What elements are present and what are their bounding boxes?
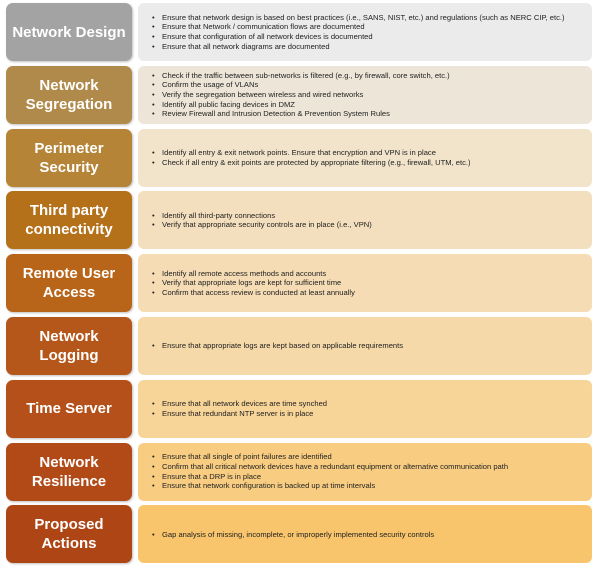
checklist-items (152, 399, 327, 418)
checklist-item: • Identify all public facing devices in DMZ (152, 100, 450, 110)
category-checklist (138, 380, 592, 438)
category-checklist (138, 129, 592, 187)
checklist-item: • Verify that appropriate security controls are in place (i.e., VPN) (152, 220, 372, 230)
category-label-text: Time Server (26, 400, 112, 418)
checklist-item: • Confirm that access review is conducted at least annually (152, 288, 355, 298)
category-checklist (138, 317, 592, 375)
checklist-item: • Gap analysis of missing, incomplete, or improperly implemented security controls (152, 530, 434, 540)
checklist-items (152, 71, 450, 119)
category-checklist (138, 191, 592, 249)
category-label (6, 317, 132, 375)
checklist-item: • Check if the traffic between sub-networks is filtered (e.g., by firewall, core switch, etc.) (152, 71, 450, 81)
category-label (6, 191, 132, 249)
checklist-items (152, 341, 403, 351)
category-label-text: Network Design (12, 23, 126, 41)
category-label-text: Perimeter Security (34, 139, 104, 176)
checklist-row (6, 191, 592, 249)
checklist-items (152, 211, 372, 230)
checklist-item: • Ensure that network configuration is backed up at time intervals (152, 481, 508, 491)
checklist-item: • Confirm that all critical network devices have a redundant equipment or alternative communication path (152, 462, 508, 472)
checklist-item: • Verify that appropriate logs are kept for sufficient time (152, 278, 355, 288)
checklist-item: • Identify all entry & exit network points. Ensure that encryption and VPN is in place (152, 148, 471, 158)
category-checklist (138, 443, 592, 501)
category-checklist (138, 505, 592, 563)
checklist-row (6, 254, 592, 312)
category-checklist (138, 254, 592, 312)
checklist-item: • Ensure that appropriate logs are kept based on applicable requirements (152, 341, 403, 351)
checklist-row (6, 3, 592, 61)
category-label-text: Network Resilience (31, 453, 107, 490)
checklist-item: • Ensure that all network diagrams are documented (152, 42, 565, 52)
checklist-row (6, 505, 592, 563)
category-label (6, 254, 132, 312)
checklist-item: • Ensure that all single of point failures are identified (152, 452, 508, 462)
category-label (6, 380, 132, 438)
category-label-text: Remote User Access (22, 265, 116, 302)
checklist-item: • Verify the segregation between wireless and wired networks (152, 90, 450, 100)
checklist-row (6, 129, 592, 187)
category-checklist (138, 66, 592, 124)
category-label (6, 3, 132, 61)
checklist-item: • Check if all entry & exit points are protected by appropriate filtering (e.g., firewall, UTM, etc.) (152, 158, 471, 168)
checklist-item: • Ensure that Network / communication flows are documented (152, 22, 565, 32)
checklist-row (6, 443, 592, 501)
category-label-text: Proposed Actions (34, 516, 104, 553)
checklist-item: • Ensure that configuration of all network devices is documented (152, 32, 565, 42)
checklist-item: • Ensure that redundant NTP server is in place (152, 409, 327, 419)
checklist-item: • Ensure that network design is based on best practices (i.e., SANS, NIST, etc.) and regulations (such as NERC CIP, etc.) (152, 13, 565, 23)
category-label-text: Network Segregation (25, 76, 113, 113)
checklist-item: • Review Firewall and Intrusion Detection & Prevention System Rules (152, 109, 450, 119)
checklist-item: • Confirm the usage of VLANs (152, 80, 450, 90)
category-checklist (138, 3, 592, 61)
category-label (6, 129, 132, 187)
checklist-item: • Identify all third-party connections (152, 211, 372, 221)
checklist-row (6, 380, 592, 438)
category-label-text: Third party connectivity (25, 202, 113, 239)
category-label (6, 505, 132, 563)
checklist-items (152, 530, 434, 540)
checklist-item: • Ensure that all network devices are time synched (152, 399, 327, 409)
checklist-items (152, 269, 355, 298)
category-label (6, 66, 132, 124)
checklist-items (152, 13, 565, 51)
checklist-item: • Ensure that a DRP is in place (152, 472, 508, 482)
checklist-items (152, 148, 471, 167)
checklist-row (6, 66, 592, 124)
category-label-text: Network Logging (39, 328, 99, 364)
checklist-row (6, 317, 592, 375)
checklist-items (152, 452, 508, 490)
category-label (6, 443, 132, 501)
checklist-item: • Identify all remote access methods and accounts (152, 269, 355, 279)
